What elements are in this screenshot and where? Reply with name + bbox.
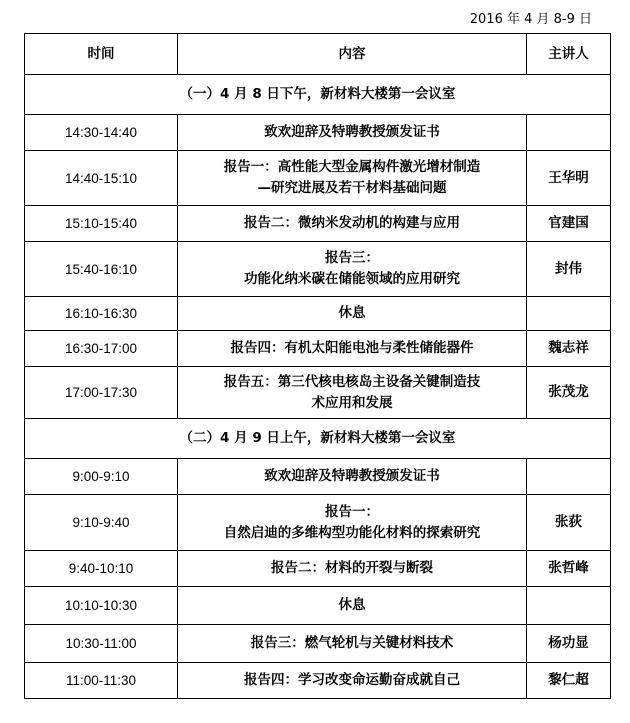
time-cell: 10:30-11:00 <box>25 625 178 663</box>
speaker-cell <box>527 115 611 151</box>
schedule-row <box>25 297 611 331</box>
content-line: 报告二：材料的开裂与断裂 <box>271 560 433 576</box>
content-line: 报告三：燃气轮机与关键材料技术 <box>250 635 454 651</box>
header-row <box>25 34 611 75</box>
section-title: （二）4 月 9 日上午，新材料大楼第一会议室 <box>25 419 611 459</box>
schedule-row <box>25 459 611 495</box>
content-line: 报告一：高性能大型金属构件激光增材制造 <box>223 159 481 175</box>
section-row <box>25 419 611 459</box>
schedule-row <box>25 663 611 699</box>
content-cell <box>178 625 527 663</box>
speaker-cell: 王华明 <box>527 151 611 206</box>
schedule-row <box>25 495 611 551</box>
content-cell <box>178 206 527 242</box>
content-line: —研究进展及若干材料基础问题 <box>257 180 447 196</box>
time-cell: 9:00-9:10 <box>25 459 178 495</box>
content-cell <box>178 242 527 297</box>
content-line: 报告四：有机太阳能电池与柔性储能器件 <box>230 340 474 356</box>
time-cell: 17:00-17:30 <box>25 367 178 419</box>
schedule-row <box>25 587 611 625</box>
content-line: 报告五：第三代核电核岛主设备关键制造技 <box>223 373 481 390</box>
content-line: 报告二：微纳米发动机的构建与应用 <box>244 215 460 231</box>
section-row <box>25 75 611 115</box>
content-line: 功能化纳米碳在储能领域的应用研究 <box>244 271 460 287</box>
schedule-row <box>25 625 611 663</box>
time-cell: 14:30-14:40 <box>25 115 178 151</box>
schedule-row <box>25 115 611 151</box>
content-cell <box>178 587 527 625</box>
content-line: 休息 <box>338 305 366 321</box>
section-title: （一）4 月 8 日下午，新材料大楼第一会议室 <box>25 75 611 115</box>
speaker-cell <box>527 459 611 495</box>
content-line: 休息 <box>338 597 366 613</box>
schedule-date: 2016 年 4 月 8-9 日 <box>469 12 592 27</box>
content-cell <box>178 663 527 699</box>
speaker-cell: 魏志祥 <box>527 331 611 367</box>
header-time: 时间 <box>25 34 178 75</box>
speaker-cell: 黎仁超 <box>527 663 611 699</box>
schedule-row <box>25 242 611 297</box>
time-cell: 15:40-16:10 <box>25 242 178 297</box>
speaker-cell: 张荻 <box>527 495 611 551</box>
speaker-cell: 杨功显 <box>527 625 611 663</box>
time-cell: 16:30-17:00 <box>25 331 178 367</box>
content-cell <box>178 151 527 206</box>
schedule-row <box>25 551 611 587</box>
content-line: 术应用和发展 <box>311 394 393 411</box>
header-speaker: 主讲人 <box>527 34 611 75</box>
content-cell <box>178 495 527 551</box>
header-content: 内容 <box>178 34 527 75</box>
schedule-table <box>24 33 611 699</box>
speaker-cell: 张哲峰 <box>527 551 611 587</box>
time-cell: 15:10-15:40 <box>25 206 178 242</box>
content-cell <box>178 551 527 587</box>
content-cell <box>178 297 527 331</box>
speaker-cell: 封伟 <box>527 242 611 297</box>
content-cell <box>178 459 527 495</box>
content-line: 致欢迎辞及特聘教授颁发证书 <box>264 124 440 140</box>
schedule-row <box>25 367 611 419</box>
schedule-row <box>25 151 611 206</box>
time-cell: 9:10-9:40 <box>25 495 178 551</box>
schedule-row <box>25 331 611 367</box>
content-cell <box>178 331 527 367</box>
content-cell <box>178 115 527 151</box>
content-line: 报告四：学习改变命运勤奋成就自己 <box>244 672 460 688</box>
content-line: 报告一： <box>325 503 379 520</box>
content-line: 自然启迪的多维构型功能化材料的探索研究 <box>223 524 481 541</box>
content-line: 报告三： <box>325 250 379 266</box>
content-line: 致欢迎辞及特聘教授颁发证书 <box>264 468 440 484</box>
speaker-cell <box>527 587 611 625</box>
speaker-cell: 官建国 <box>527 206 611 242</box>
schedule-body <box>25 75 611 699</box>
time-cell: 16:10-16:30 <box>25 297 178 331</box>
time-cell: 9:40-10:10 <box>25 551 178 587</box>
content-cell <box>178 367 527 419</box>
time-cell: 11:00-11:30 <box>25 663 178 699</box>
schedule-row <box>25 206 611 242</box>
time-cell: 10:10-10:30 <box>25 587 178 625</box>
speaker-cell <box>527 297 611 331</box>
speaker-cell: 张茂龙 <box>527 367 611 419</box>
time-cell: 14:40-15:10 <box>25 151 178 206</box>
